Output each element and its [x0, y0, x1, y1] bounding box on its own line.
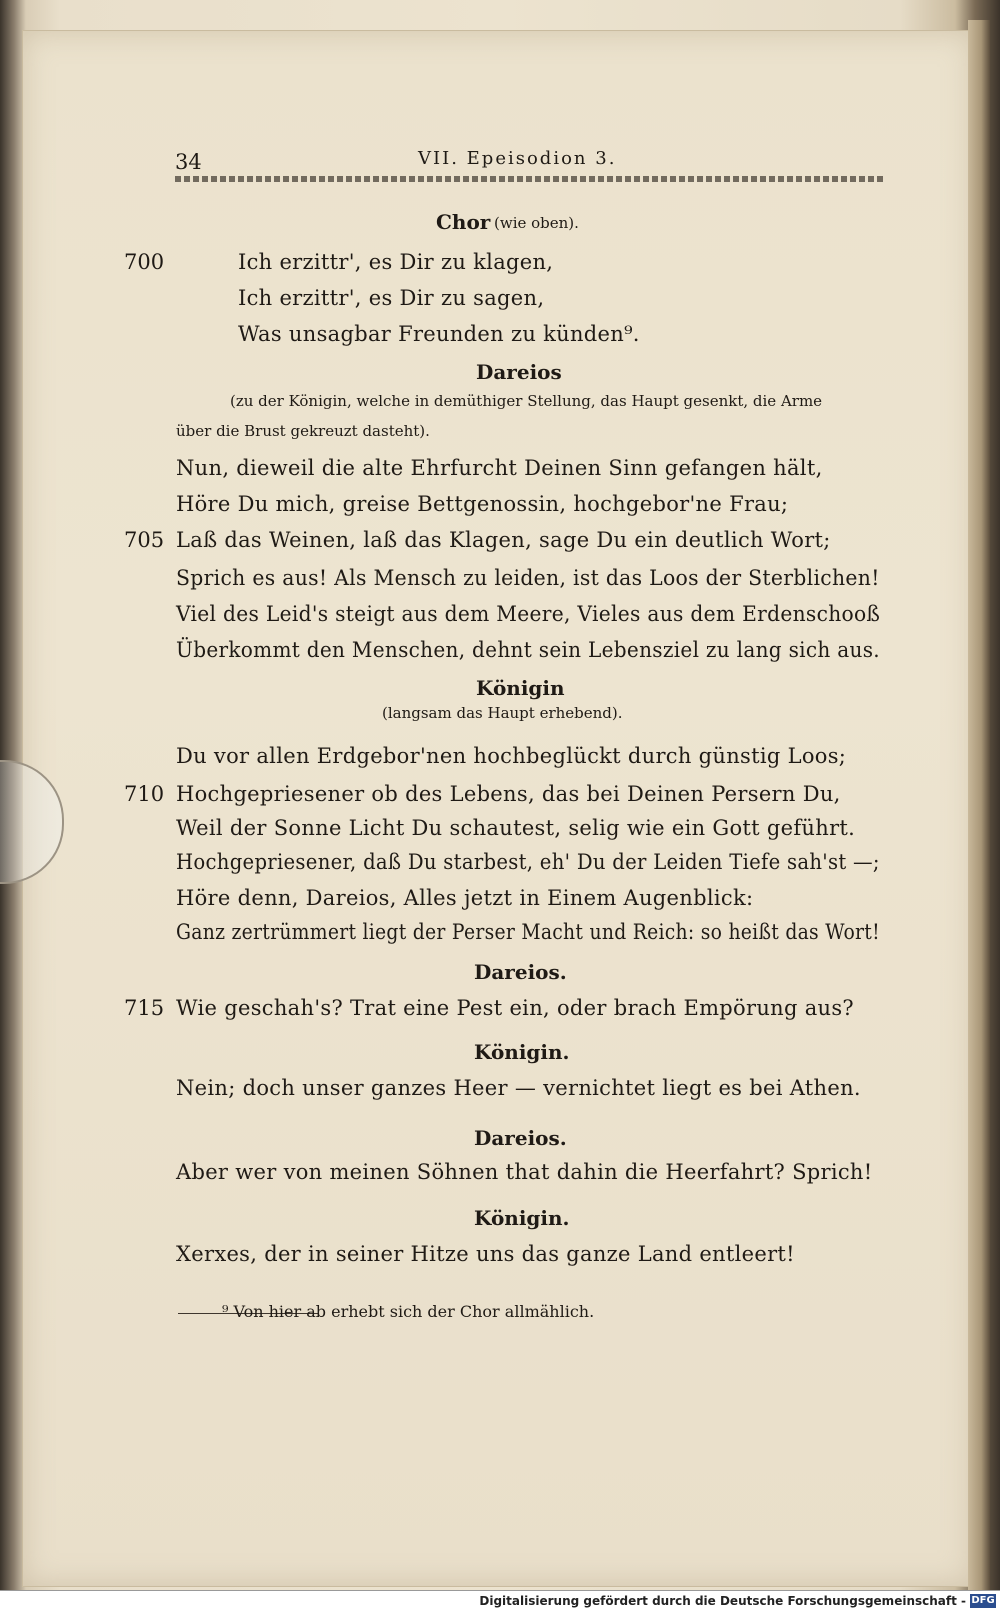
- verse-line: Ganz zertrümmert liegt der Perser Macht und Reich: so heißt das Wort!: [176, 920, 880, 944]
- speaker-name: Dareios.: [474, 1126, 567, 1150]
- footnote: ⁹ Von hier ab erhebt sich der Chor allmählich.: [222, 1302, 595, 1321]
- header-rule: [175, 176, 885, 182]
- speaker-name: Königin.: [474, 1040, 570, 1064]
- speaker-name: Dareios: [476, 360, 562, 384]
- line-number: 710: [124, 782, 165, 806]
- verse-line: Du vor allen Erdgebor'nen hochbeglückt durch günstig Loos;: [176, 744, 847, 768]
- verse-line: Nun, dieweil die alte Ehrfurcht Deinen Sinn gefangen hält,: [176, 456, 823, 480]
- verse-line: Überkommt den Menschen, dehnt sein Lebensziel zu lang sich aus.: [176, 638, 880, 662]
- verse-line: Hochgepriesener ob des Lebens, das bei Deinen Persern Du,: [176, 782, 841, 806]
- page-number: 34: [175, 150, 202, 174]
- verse-line: Hochgepriesener, daß Du starbest, eh' Du der Leiden Tiefe sah'st —;: [176, 850, 880, 874]
- speaker-name: Dareios.: [474, 960, 567, 984]
- stage-direction: (zu der Königin, welche in demüthiger Stellung, das Haupt gesenkt, die Arme: [230, 392, 823, 410]
- credit-bar: [0, 1590, 1000, 1612]
- line-number: 705: [124, 528, 165, 552]
- verse-line: Sprich es aus! Als Mensch zu leiden, ist das Loos der Sterblichen!: [176, 566, 880, 590]
- line-number: 715: [124, 996, 165, 1020]
- dfg-logo: DFG: [971, 1595, 995, 1606]
- verse-line: Was unsagbar Freunden zu künden⁹.: [238, 322, 640, 346]
- verse-line: Aber wer von meinen Söhnen that dahin die Heerfahrt? Sprich!: [176, 1160, 873, 1184]
- line-number: 700: [124, 250, 165, 274]
- credit-text: Digitalisierung gefördert durch die Deutsche Forschungsgemeinschaft -: [479, 1594, 966, 1608]
- verse-line: Nein; doch unser ganzes Heer — vernichtet liegt es bei Athen.: [176, 1076, 861, 1100]
- running-title: VII. Epeisodion 3.: [418, 148, 617, 169]
- verse-line: Ich erzittr', es Dir zu klagen,: [238, 250, 554, 274]
- next-page-edge: [968, 20, 990, 1590]
- speaker-name: Königin: [476, 676, 565, 700]
- stage-direction: über die Brust gekreuzt dasteht).: [176, 422, 430, 440]
- verse-line: Höre denn, Dareios, Alles jetzt in Einem Augenblick:: [176, 886, 754, 910]
- verse-line: Viel des Leid's steigt aus dem Meere, Vieles aus dem Erdenschooß: [176, 602, 881, 626]
- speaker-name: Chor: [436, 210, 491, 234]
- verse-line: Höre Du mich, greise Bettgenossin, hochgebor'ne Frau;: [176, 492, 789, 516]
- verse-line: Weil der Sonne Licht Du schautest, selig wie ein Gott geführt.: [176, 816, 856, 840]
- verse-line: Laß das Weinen, laß das Klagen, sage Du ein deutlich Wort;: [176, 528, 831, 552]
- speaker-name: Königin.: [474, 1206, 570, 1230]
- verse-line: Xerxes, der in seiner Hitze uns das ganze Land entleert!: [176, 1242, 795, 1266]
- verse-line: Ich erzittr', es Dir zu sagen,: [238, 286, 545, 310]
- verse-line: Wie geschah's? Trat eine Pest ein, oder brach Empörung aus?: [176, 996, 854, 1020]
- stage-direction: (wie oben).: [494, 214, 579, 232]
- stage-direction: (langsam das Haupt erhebend).: [382, 704, 623, 722]
